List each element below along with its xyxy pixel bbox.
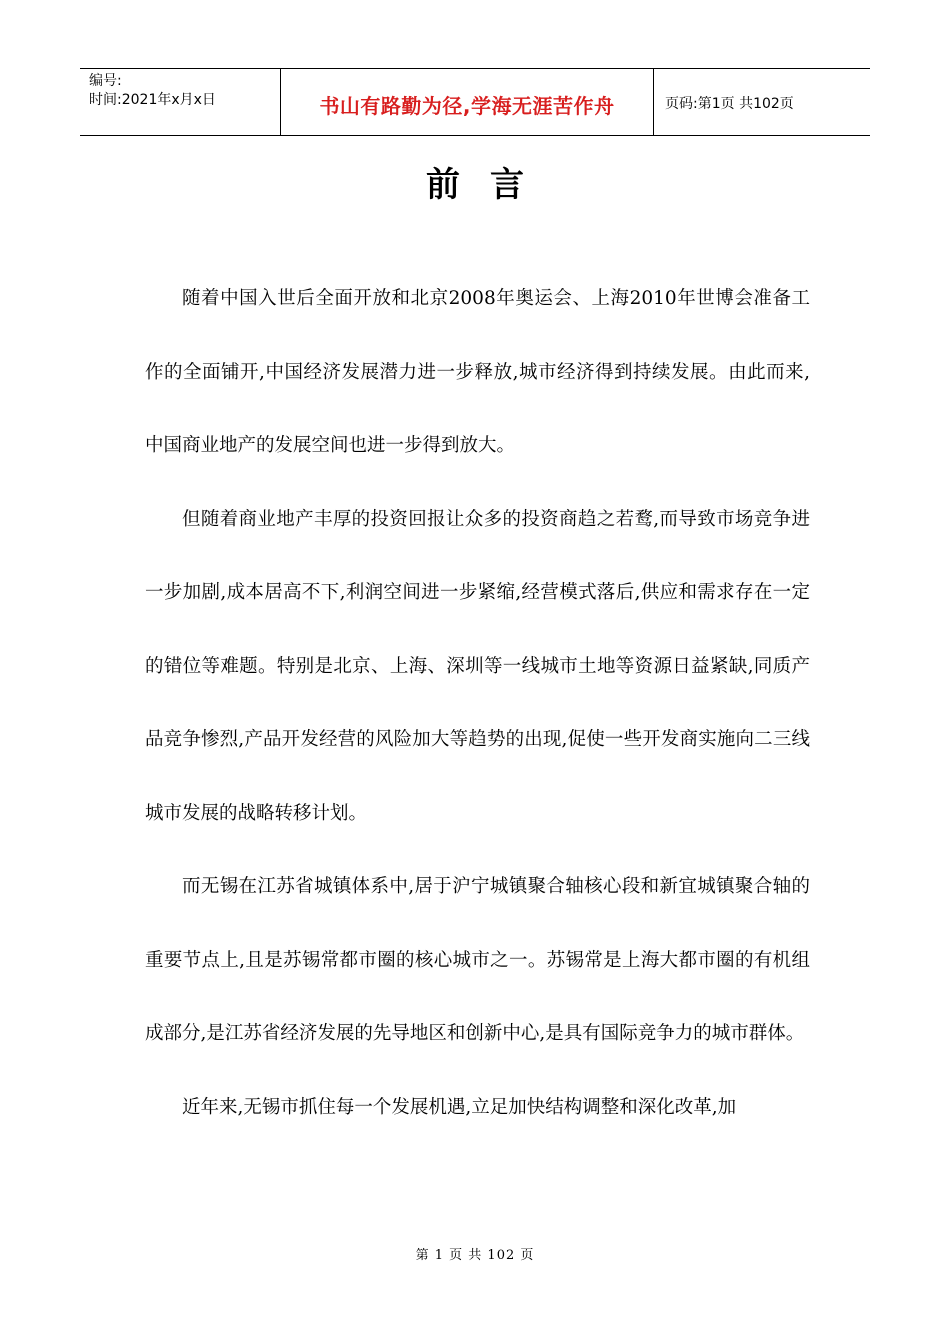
- page-footer: 第 1 页 共 102 页: [415, 1248, 535, 1263]
- page-header: [80, 68, 870, 136]
- paragraph: 随着中国入世后全面开放和北京2008年奥运会、上海2010年世博会准备工作的全面铺开,中国经济发展潜力进一步释放,城市经济得到持续发展。由此而来,中国商业地产的发展空间也进一步得到放大。: [145, 288, 810, 456]
- header-meta-cell: [80, 69, 281, 135]
- document-title: 前言: [426, 165, 554, 205]
- paragraph: 但随着商业地产丰厚的投资回报让众多的投资商趋之若鹜,而导致市场竞争进一步加剧,成本居高不下,利润空间进一步紧缩,经营模式落后,供应和需求存在一定的错位等难题。特别是北京、上海、深圳等一线城市土地等资源日益紧缺,同质产品竞争惨烈,产品开发经营的风险加大等趋势的出现,促使一些开发商实施向二三线城市发展的战略转移计划。: [145, 508, 810, 824]
- header-motto: 书山有路勤为径,学海无涯苦作舟: [319, 93, 615, 118]
- document-number-label: 编号:: [89, 73, 122, 89]
- header-motto-cell: [281, 69, 654, 135]
- header-page-info: 页码:第1页 共102页: [665, 95, 794, 112]
- paragraph: 近年来,无锡市抓住每一个发展机遇,立足加快结构调整和深化改革,加: [182, 1096, 737, 1118]
- header-page-cell: [654, 69, 870, 135]
- document-body: [145, 262, 810, 1144]
- paragraph: 而无锡在江苏省城镇体系中,居于沪宁城镇聚合轴核心段和新宜城镇聚合轴的重要节点上,且是苏锡常都市圈的核心城市之一。苏锡常是上海大都市圈的有机组成部分,是江苏省经济发展的先导地区和创新中心,是具有国际竞争力的城市群体。: [145, 876, 810, 1044]
- document-time-label: 时间:2021年x月x日: [89, 92, 216, 108]
